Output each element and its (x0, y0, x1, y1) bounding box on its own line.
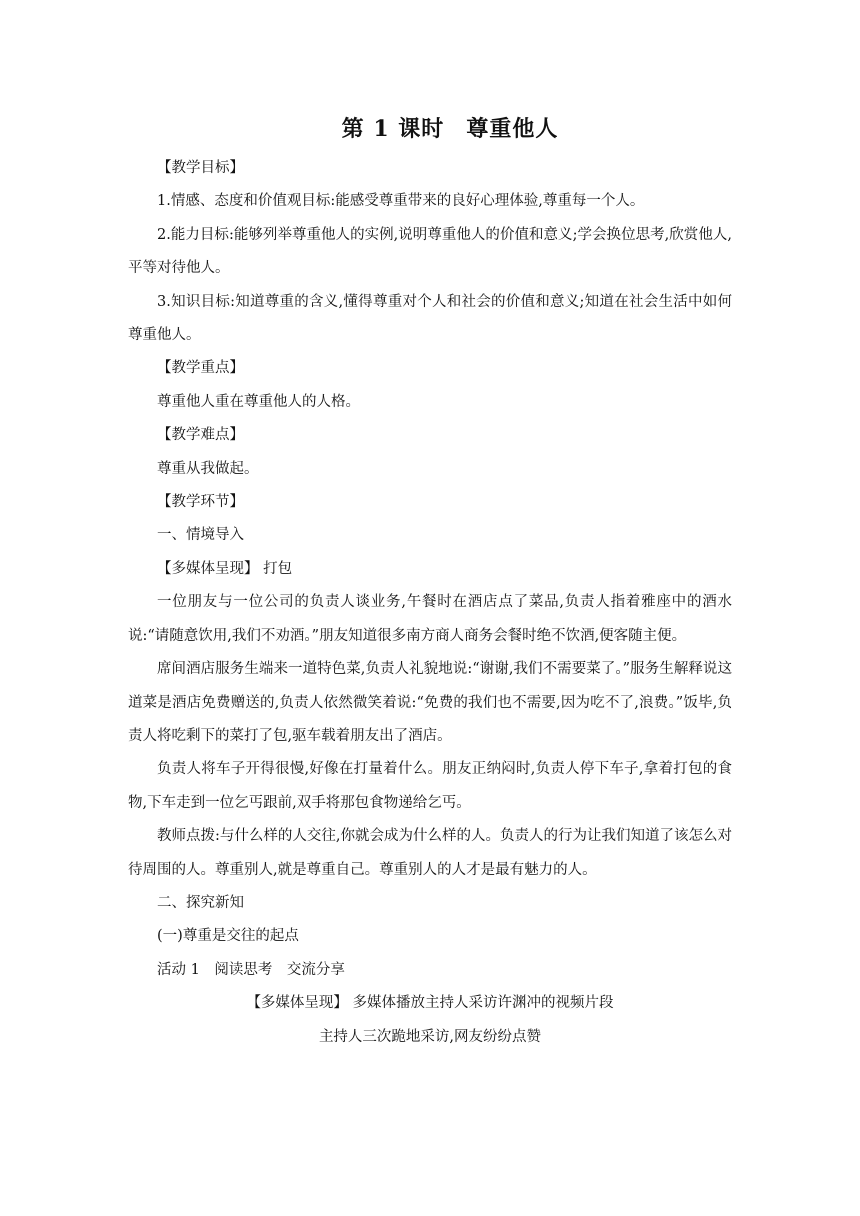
document-body (128, 152, 732, 1054)
goal-knowledge: 3.知识目标:知道尊重的含义,懂得尊重对个人和社会的价值和意义;知道在社会生活中如何尊重他人。 (128, 293, 732, 344)
activity-1: 活动 1 阅读思考 交流分享 (157, 961, 345, 978)
teacher-guidance: 教师点拨:与什么样的人交往,你就会成为什么样的人。负责人的行为让我们知道了该怎么对待周围的人。尊重别人,就是尊重自己。尊重别人的人才是最有魅力的人。 (128, 828, 732, 878)
heading-teaching-goals: 【教学目标】 (157, 160, 244, 176)
multimedia-dabao: 【多媒体呈现】 打包 (157, 560, 293, 577)
multimedia-video: 【多媒体呈现】 多媒体播放主持人采访许渊冲的视频片段 (246, 995, 614, 1012)
heading-teaching-steps: 【教学环节】 (157, 494, 244, 511)
video-caption: 主持人三次跪地采访,网友纷纷点赞 (318, 1028, 542, 1045)
goal-ability: 2.能力目标:能够列举尊重他人的实例,说明尊重他人的价值和意义;学会换位思考,欣赏他人,平等对待他人。 (128, 226, 732, 277)
title-topic: 尊重他人 (466, 116, 559, 142)
difficulty-text: 尊重从我做起。 (157, 460, 259, 477)
heading-difficulty: 【教学难点】 (157, 427, 244, 444)
section-intro: 一、情境导入 (157, 527, 244, 544)
story-paragraph-1: 一位朋友与一位公司的负责人谈业务,午餐时在酒店点了菜品,负责人指着雅座中的酒水说:“请随意饮用,我们不劝酒。”朋友知道很多南方商人商务会餐时绝不饮酒,便客随主便。 (128, 594, 732, 644)
goal-emotion: 1.情感、态度和价值观目标:能感受尊重带来的良好心理体验,尊重每一个人。 (157, 193, 645, 210)
title-lesson: 第 1 课时 (341, 116, 445, 142)
key-point-text: 尊重他人重在尊重他人的人格。 (157, 393, 360, 410)
story-paragraph-3: 负责人将车子开得很慢,好像在打量着什么。朋友正纳闷时,负责人停下车子,拿着打包的食物,下车走到一位乞丐跟前,双手将那包食物递给乞丐。 (128, 761, 732, 811)
subsection-respect-start: (一)尊重是交往的起点 (157, 928, 299, 945)
page-title (0, 112, 860, 143)
story-paragraph-2: 席间酒店服务生端来一道特色菜,负责人礼貌地说:“谢谢,我们不需要菜了。”服务生解释说这道菜是酒店免费赠送的,负责人依然微笑着说:“免费的我们也不需要,因为吃不了,浪费。”饭毕,负责人将吃剩下的菜打了包,驱车载着朋友出了酒店。 (128, 661, 732, 744)
heading-key-point: 【教学重点】 (157, 360, 244, 377)
section-explore: 二、探究新知 (157, 894, 244, 911)
